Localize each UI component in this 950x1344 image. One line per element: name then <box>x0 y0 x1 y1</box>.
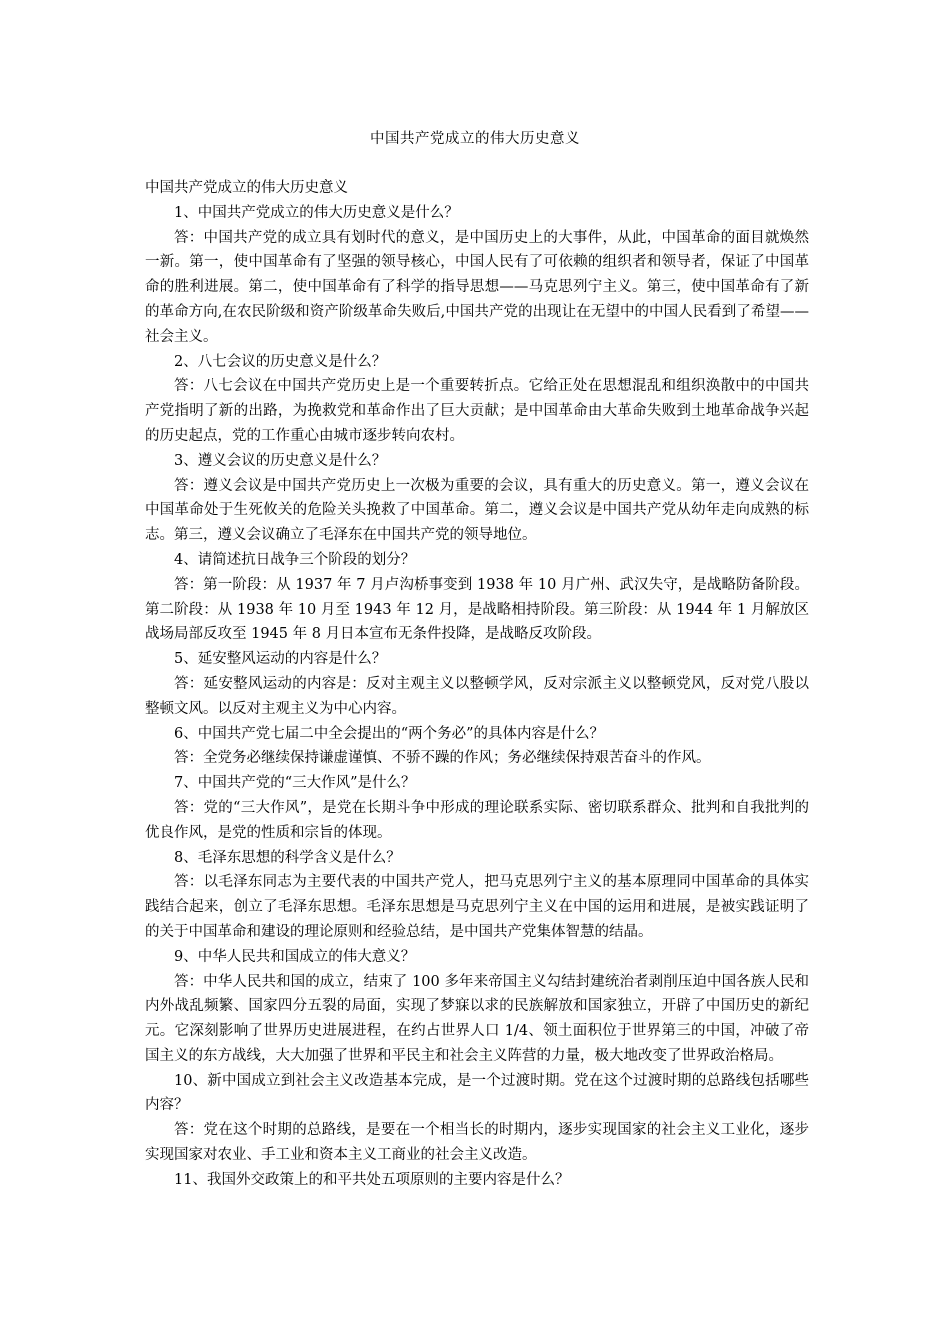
question-6: 6、中国共产党七届二中全会提出的“两个务必”的具体内容是什么？ <box>174 725 605 742</box>
answer-10: 答：党在这个时期的总路线，是要在一个相当长的时期内，逐步实现国家的社会主义工业化，逐步实现国家对农业、手工业和资本主义工商业的社会主义改造。 <box>145 1122 809 1164</box>
question-8: 8、毛泽东思想的科学含义是什么？ <box>174 849 401 866</box>
answer-4: 答：第一阶段：从 1937 年 7 月卢沟桥事变到 1938 年 10 月广州、武汉失守，是战略防备阶段。第二阶段：从 1938 年 10 月至 1943 年 12 月，是战略相持阶段。第三阶段：从 1944 年 1 月解放区战场局部反攻至 1945 年 8 月日本宣布无条件投降，是战略反攻阶段。 <box>145 576 809 643</box>
question-10: 10、新中国成立到社会主义改造基本完成，是一个过渡时期。党在这个过渡时期的总路线包括哪些内容？ <box>145 1072 809 1114</box>
answer-2: 答：八七会议在中国共产党历史上是一个重要转折点。它给正处在思想混乱和组织涣散中的中国共产党指明了新的出路，为挽救党和革命作出了巨大贡献；是中国革命由大革命失败到土地革命战争兴起的历史起点，党的工作重心由城市逐步转向农村。 <box>145 378 809 444</box>
question-5: 5、延安整风运动的内容是什么？ <box>174 651 387 668</box>
answer-1: 答：中国共产党的成立具有划时代的意义，是中国历史上的大事件，从此，中国革命的面目就焕然一新。第一，使中国革命有了坚强的领导核心，中国人民有了可依赖的组织者和领导者，保证了中国革命的胜利进展。第二，使中国革命有了科学的指导思想——马克思列宁主义。第三，使中国革命有了新的革命方向,在农民阶级和资产阶级革命失败后,中国共产党的出现让在无望中的中国人民看到了希望——社会主义。 <box>145 229 809 345</box>
page-title: 中国共产党成立的伟大历史意义 <box>370 131 580 147</box>
answer-7: 答：党的“三大作风”，是党在长期斗争中形成的理论联系实际、密切联系群众、批判和自我批判的优良作风，是党的性质和宗旨的体现。 <box>145 799 809 841</box>
question-3: 3、遵义会议的历史意义是什么？ <box>174 452 387 469</box>
answer-6: 答：全党务必继续保持谦虚谨慎、不骄不躁的作风；务必继续保持艰苦奋斗的作风。 <box>174 750 711 767</box>
answer-8: 答：以毛泽东同志为主要代表的中国共产党人，把马克思列宁主义的基本原理同中国革命的具体实践结合起来，创立了毛泽东思想。毛泽东思想是马克思列宁主义在中国的运用和进展，是被实践证明了的关于中国革命和建设的理论原则和经验总结，是中国共产党集体智慧的结晶。 <box>145 874 809 940</box>
document-subtitle: 中国共产党成立的伟大历史意义 <box>145 180 348 196</box>
answer-9: 答：中华人民共和国的成立，结束了 100 多年来帝国主义勾结封建统治者剥削压迫中国各族人民和内外战乱频繁、国家四分五裂的局面，实现了梦寐以求的民族解放和国家独立，开辟了中国历史的新纪元。它深刻影响了世界历史进展进程，在约占世界人口 1/4、领土面积位于世界第三的中国，冲破了帝国主义的东方战线，大大加强了世界和平民主和社会主义阵营的力量，极大地改变了世界政治格局。 <box>145 973 809 1064</box>
question-2: 2、八七会议的历史意义是什么？ <box>174 353 387 370</box>
question-9: 9、中华人民共和国成立的伟大意义？ <box>174 948 416 965</box>
question-11: 11、我国外交政策上的和平共处五项原则的主要内容是什么？ <box>174 1171 570 1188</box>
answer-5: 答：延安整风运动的内容是：反对主观主义以整顿学风，反对宗派主义以整顿党风，反对党八股以整顿文风。以反对主观主义为中心内容。 <box>145 675 809 717</box>
question-1: 1、中国共产党成立的伟大历史意义是什么？ <box>174 204 459 221</box>
answer-3: 答：遵义会议是中国共产党历史上一次极为重要的会议，具有重大的历史意义。第一，遵义会议在中国革命处于生死攸关的危险关头挽救了中国革命。第二，遵义会议是中国共产党从幼年走向成熟的标志。第三，遵义会议确立了毛泽东在中国共产党的领导地位。 <box>145 477 809 544</box>
document-body <box>145 176 809 1193</box>
question-7: 7、中国共产党的“三大作风”是什么？ <box>174 775 416 792</box>
question-4: 4、请简述抗日战争三个阶段的划分？ <box>174 551 416 568</box>
